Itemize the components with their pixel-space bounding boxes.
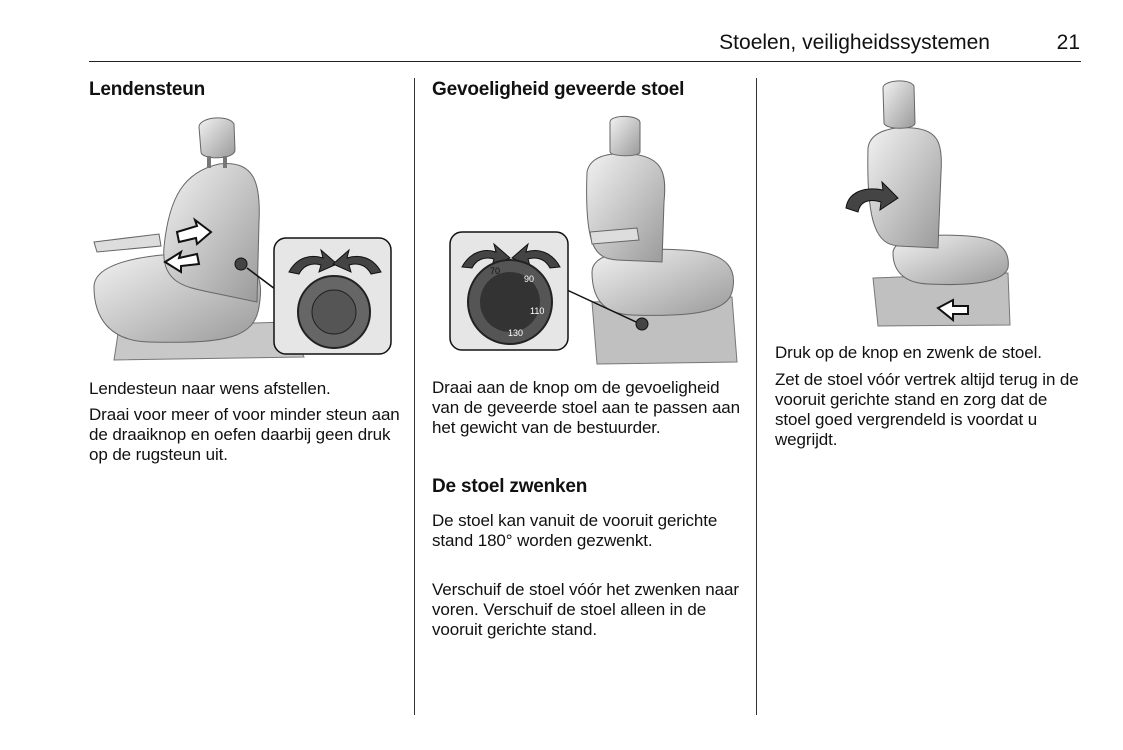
swivel-seat-illustration xyxy=(838,78,1013,328)
suspension-seat-heading: Gevoeligheid geveerde stoel xyxy=(432,79,685,100)
col3-paragraph-2: Zet de stoel vóór vertrek altijd terug in de vooruit gerichte stand en zorg dat de stoel goed vergrendeld is voordat u wegrijdt. xyxy=(775,370,1079,449)
column-divider-2 xyxy=(756,78,757,715)
header-rule xyxy=(89,61,1081,62)
col2-paragraph-3: Verschuif de stoel vóór het zwenken naar voren. Verschuif de stoel alleen in de vooruit gerichte stand. xyxy=(432,580,739,639)
col2-paragraph-1: Draai aan de knop om de gevoeligheid van de geveerde stoel aan te passen aan het gewicht van de bestuurder. xyxy=(432,378,741,437)
lumbar-support-heading: Lendensteun xyxy=(89,79,206,100)
suspension-seat-illustration xyxy=(432,112,742,367)
col1-paragraph-1: Lendesteun naar wens afstellen. xyxy=(89,379,331,398)
dial-label-90: 90 xyxy=(524,274,535,284)
dial-label-130: 130 xyxy=(508,328,524,338)
swivel-seat-heading: De stoel zwenken xyxy=(432,476,588,497)
col3-paragraph-1: Druk op de knop en zwenk de stoel. xyxy=(775,343,1042,362)
dial-label-110: 110 xyxy=(530,306,545,316)
running-header-title: Stoelen, veiligheidssystemen xyxy=(719,31,990,54)
dial-label-70: 70 xyxy=(490,266,501,276)
column-divider-1 xyxy=(414,78,415,715)
page-number: 21 xyxy=(1056,31,1080,54)
col1-paragraph-2: Draai voor meer of voor minder steun aan de draaiknop en oefen daarbij geen druk op de rugsteun uit. xyxy=(89,405,400,464)
lumbar-support-illustration xyxy=(89,112,392,362)
col2-paragraph-2: De stoel kan vanuit de vooruit gerichte stand 180° worden gezwenkt. xyxy=(432,511,718,550)
